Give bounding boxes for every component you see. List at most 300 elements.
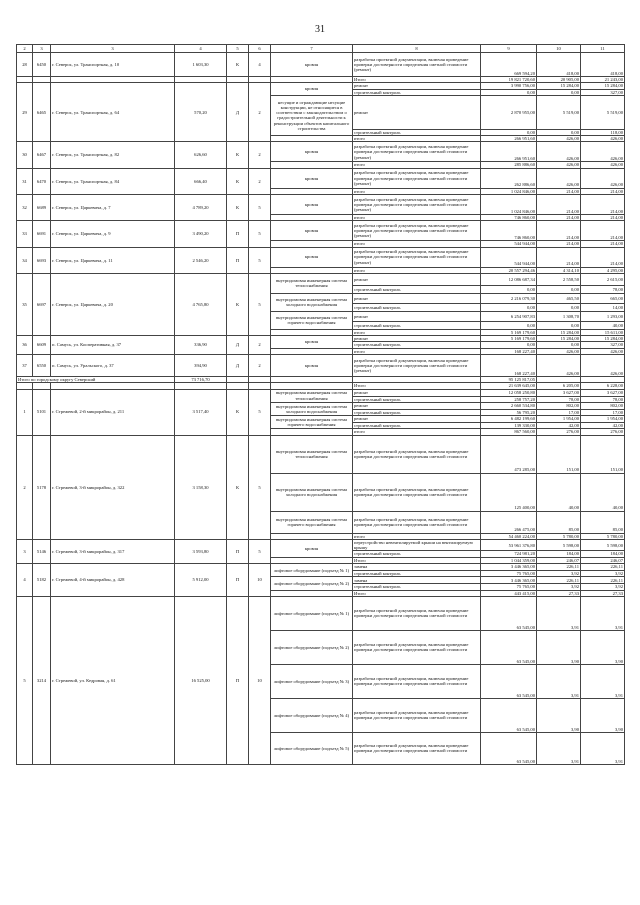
work-type: разработка проектной документации, включая проведение проверки достоверности определения сметной стоимости — [353, 732, 481, 764]
row-number: 28 — [17, 53, 33, 77]
row-number: 36 — [17, 336, 33, 355]
system: кровля — [271, 53, 353, 77]
table-row — [17, 596, 625, 630]
work-type: строительный контроль — [353, 321, 481, 329]
table-row — [17, 221, 625, 241]
unit-cost: 426,00 — [537, 354, 581, 376]
subtotal-label: итого — [353, 533, 481, 539]
max-unit-cost: 3,91 — [581, 596, 625, 630]
area: 336,90 — [175, 336, 227, 355]
type: Д — [227, 336, 249, 355]
unit-cost: 246,07 — [537, 557, 581, 563]
max-unit-cost: 151,00 — [581, 435, 625, 473]
unit-cost: 3,91 — [537, 732, 581, 764]
cost: 473 285,00 — [481, 435, 537, 473]
subtotal-label: Итого — [353, 590, 481, 596]
max-unit-cost: 6 228,00 — [581, 383, 625, 389]
max-unit-cost: 426,00 — [581, 142, 625, 162]
work-type: разработка проектной документации, включая проведение проверки достоверности определения сметной стоимости (ремонт) — [353, 194, 481, 214]
floors: 10 — [249, 564, 271, 597]
subtotal-label: итого — [353, 348, 481, 354]
max-unit-cost: 5 519,00 — [581, 95, 625, 129]
unit-cost: 20 905,00 — [537, 77, 581, 83]
max-unit-cost: 21 243,00 — [581, 77, 625, 83]
work-type: строительный контроль — [353, 551, 481, 557]
cost: 12 058 250,80 — [481, 389, 537, 396]
unit-cost: 0,00 — [537, 89, 581, 95]
cost: 669 594,20 — [481, 53, 537, 77]
table-row — [17, 564, 625, 571]
cost: 0,00 — [481, 129, 537, 135]
col-num: 5 — [227, 45, 249, 53]
floors: 2 — [249, 83, 271, 142]
cost: 63 545,00 — [481, 630, 537, 664]
floors: 5 — [249, 435, 271, 539]
table-row — [17, 539, 625, 551]
row-number: 1 — [17, 389, 33, 435]
cost: 63 545,00 — [481, 596, 537, 630]
page-number: 31 — [315, 24, 325, 35]
unit-cost: 0,00 — [537, 285, 581, 293]
cost: 266 475,00 — [481, 511, 537, 533]
row-number: 31 — [17, 168, 33, 194]
cost: 63 545,00 — [481, 698, 537, 732]
type: П — [227, 596, 249, 764]
cost: 0,00 — [481, 89, 537, 95]
max-unit-cost: 1 954,00 — [581, 416, 625, 423]
max-unit-cost: 5 598,00 — [581, 539, 625, 551]
floors: 2 — [249, 336, 271, 355]
cost: 285 886,60 — [481, 162, 537, 168]
type: П — [227, 539, 249, 563]
cost: 2 216 079,30 — [481, 293, 537, 303]
work-type: разработка проектной документации, включая проведение проверки достоверности определения сметной стоимости (ремонт) — [353, 221, 481, 241]
cost: 125 400,00 — [481, 473, 537, 511]
address: п. Самусь, ул. Уральского, д. 37 — [51, 354, 175, 376]
max-unit-cost: 3,91 — [581, 732, 625, 764]
col-num: 3 — [51, 45, 175, 53]
unit-cost: 3,92 — [537, 571, 581, 577]
table-row — [17, 354, 625, 376]
type: Д — [227, 83, 249, 142]
work-type: разработка проектной документации, включая проведение проверки достоверности определения сметной стоимости — [353, 435, 481, 473]
work-type: переустройство невентилируемой крыши на вентилируемую крышу — [353, 539, 481, 551]
subtotal-label: итого — [353, 267, 481, 273]
house-id: 6697 — [33, 273, 51, 335]
area: 5 912,00 — [175, 564, 227, 597]
work-type: строительный контроль — [353, 396, 481, 402]
unit-cost: 226,11 — [537, 564, 581, 571]
work-type: замена — [353, 564, 481, 571]
system: кровля — [271, 247, 353, 267]
unit-cost: 426,00 — [537, 168, 581, 188]
max-unit-cost: 276,00 — [581, 429, 625, 435]
max-unit-cost: 214,00 — [581, 194, 625, 214]
work-type: строительный контроль — [353, 571, 481, 577]
unit-cost: 0,00 — [537, 342, 581, 348]
cost: 5 169 179,60 — [481, 329, 537, 335]
unit-cost: 1 954,00 — [537, 416, 581, 423]
system: внутридомовая инженерная система горячего водоснабжения — [271, 311, 353, 329]
house-id: 6693 — [33, 247, 51, 273]
address: г. Северск, ул. Транспортная, д. 10 — [51, 53, 175, 77]
cost: 2 660 534,80 — [481, 402, 537, 409]
unit-cost: 3,91 — [537, 596, 581, 630]
work-type: разработка проектной документации, включая проведение проверки достоверности определения сметной стоимости (ремонт) — [353, 53, 481, 77]
address: г. Стрежевой, 4-й микрорайон, д. 428 — [51, 564, 175, 597]
work-type: строительный контроль — [353, 303, 481, 311]
max-unit-cost: 214,00 — [581, 221, 625, 241]
work-type: ремонт — [353, 293, 481, 303]
district-total-label: Итого по городскому округу Северский — [17, 376, 175, 382]
row-number: 32 — [17, 194, 33, 220]
house-id: 3214 — [33, 596, 51, 764]
unit-cost: 426,00 — [537, 136, 581, 142]
area: 16 525,00 — [175, 596, 227, 764]
floors: 5 — [249, 194, 271, 220]
type: К — [227, 273, 249, 335]
type: К — [227, 435, 249, 539]
cost: 0,00 — [481, 303, 537, 311]
floors: 2 — [249, 142, 271, 168]
type: К — [227, 194, 249, 220]
max-unit-cost: 184,00 — [581, 551, 625, 557]
cost: 56 795,20 — [481, 409, 537, 415]
cost: 19 821 720,60 — [481, 77, 537, 83]
unit-cost: 3,91 — [537, 664, 581, 698]
area: 626,60 — [175, 142, 227, 168]
capital-repair-table — [16, 44, 625, 765]
unit-cost: 1 308,70 — [537, 311, 581, 321]
cost: 258 757,20 — [481, 396, 537, 402]
address: г. Северск, ул. Царкевича, д. 11 — [51, 247, 175, 273]
cost: 21 639 645,00 — [481, 383, 537, 389]
max-unit-cost: 327,00 — [581, 89, 625, 95]
cost: 63 545,00 — [481, 664, 537, 698]
cost: 443 415,00 — [481, 590, 537, 596]
table-row — [17, 194, 625, 214]
row-number: 30 — [17, 142, 33, 168]
address: г. Стрежевой, 3-й микрорайон, д. 317 — [51, 539, 175, 563]
cost: 12 086 687,34 — [481, 273, 537, 285]
unit-cost: 5 598,00 — [537, 539, 581, 551]
max-unit-cost: 426,00 — [581, 168, 625, 188]
area: 3 593,80 — [175, 539, 227, 563]
max-unit-cost: 78,00 — [581, 285, 625, 293]
max-unit-cost: 802,00 — [581, 402, 625, 409]
address: г. Стрежевой, ул. Кедровая, д. 61 — [51, 596, 175, 764]
house-id: 6470 — [33, 168, 51, 194]
unit-cost: 40,00 — [537, 473, 581, 511]
subtotal-label: Итого — [353, 77, 481, 83]
floors: 5 — [249, 539, 271, 563]
work-type: разработка проектной документации, включая проведение проверки достоверности определения сметной стоимости — [353, 473, 481, 511]
work-type: ремонт — [353, 416, 481, 423]
system: лифтовое оборудование (подъезд № 2) — [271, 577, 353, 590]
cost: 262 886,60 — [481, 168, 537, 188]
area: 3 517,40 — [175, 389, 227, 435]
unit-cost: 802,00 — [537, 402, 581, 409]
unit-cost: 214,00 — [537, 247, 581, 267]
work-type: разработка проектной документации, включая проведение проверки достоверности определения сметной стоимости (ремонт) — [353, 247, 481, 267]
area: 666,40 — [175, 168, 227, 194]
col-num: 7 — [271, 45, 353, 53]
area: 4 789,20 — [175, 194, 227, 220]
cost: 95 125 817,05 — [481, 376, 537, 382]
col-num: 3 — [33, 45, 51, 53]
floors: 2 — [249, 354, 271, 376]
unit-cost: 3 627,00 — [537, 389, 581, 396]
cost: 5 169 179,60 — [481, 336, 537, 342]
max-unit-cost: 15 611,00 — [581, 329, 625, 335]
type: П — [227, 247, 249, 273]
unit-cost: 214,00 — [537, 194, 581, 214]
work-type: разработка проектной документации, включая проведение проверки достоверности определения сметной стоимости — [353, 664, 481, 698]
unit-cost: 27,33 — [537, 590, 581, 596]
house-id: 5101 — [33, 389, 51, 435]
col-num: 9 — [481, 45, 537, 53]
cost: 75 765,00 — [481, 571, 537, 577]
work-type: строительный контроль — [353, 423, 481, 429]
floors: 2 — [249, 168, 271, 194]
system: внутридомовая инженерная система холодного водоснабжения — [271, 402, 353, 415]
max-unit-cost: 426,00 — [581, 136, 625, 142]
system: кровля — [271, 336, 353, 349]
max-unit-cost: 426,00 — [581, 348, 625, 354]
system: лифтовое оборудование (подъезд № 2) — [271, 630, 353, 664]
row-number: 37 — [17, 354, 33, 376]
system: внутридомовая инженерная система горячего водоснабжения — [271, 416, 353, 429]
unit-cost: 15 284,00 — [537, 329, 581, 335]
area: 2 546,20 — [175, 247, 227, 273]
floors: 4 — [249, 53, 271, 77]
max-unit-cost: 226,11 — [581, 564, 625, 571]
unit-cost: 276,00 — [537, 429, 581, 435]
cost: 544 944,00 — [481, 247, 537, 267]
max-unit-cost: 15 284,00 — [581, 336, 625, 342]
house-id: 5178 — [33, 435, 51, 539]
type: К — [227, 389, 249, 435]
unit-cost: 418,00 — [537, 53, 581, 77]
system: внутридомовая инженерная система теплоснабжения — [271, 389, 353, 402]
cost: 0,00 — [481, 285, 537, 293]
subtotal-label: итого — [353, 162, 481, 168]
table-row — [17, 389, 625, 396]
work-type: разработка проектной документации, включая проведение проверки достоверности определения сметной стоимости — [353, 630, 481, 664]
unit-cost: 426,00 — [537, 348, 581, 354]
work-type: ремонт — [353, 402, 481, 409]
unit-cost: 0,00 — [537, 321, 581, 329]
cost: 2 870 955,00 — [481, 95, 537, 129]
work-type: ремонт — [353, 83, 481, 89]
unit-cost: 214,00 — [537, 221, 581, 241]
col-num: 8 — [353, 45, 481, 53]
cost: 266 951,60 — [481, 142, 537, 162]
max-unit-cost: 3,90 — [581, 698, 625, 732]
address: п. Самусь, ул. Кооперативная, д. 37 — [51, 336, 175, 355]
floors: 5 — [249, 273, 271, 335]
max-unit-cost: 27,33 — [581, 590, 625, 596]
cost: 3 990 756,00 — [481, 83, 537, 89]
cost: 266 951,60 — [481, 136, 537, 142]
address: г. Северск, ул. Царкевича, д. 7 — [51, 194, 175, 220]
table-row — [17, 247, 625, 267]
system: лифтовое оборудование (подъезд № 4) — [271, 698, 353, 732]
system: кровля — [271, 83, 353, 96]
max-unit-cost: 2 615,00 — [581, 273, 625, 285]
house-id: 6550 — [33, 354, 51, 376]
unit-cost: 85,00 — [537, 511, 581, 533]
max-unit-cost: 226,11 — [581, 577, 625, 584]
unit-cost: 78,00 — [537, 396, 581, 402]
row-number: 3 — [17, 539, 33, 563]
system: лифтовое оборудование (подъезд № 5) — [271, 732, 353, 764]
area: 73 716,70 — [175, 376, 227, 382]
floors: 5 — [249, 221, 271, 247]
unit-cost: 5 519,00 — [537, 95, 581, 129]
system: лифтовое оборудование (подъезд № 1) — [271, 596, 353, 630]
cost: 746 860,00 — [481, 214, 537, 220]
address: г. Стрежевой, 2-й микрорайон, д. 211 — [51, 389, 175, 435]
house-id: 5146 — [33, 539, 51, 563]
system: несущие и ограждающие несущие конструкции, не относящиеся в соответствии с законодательством о градостроительной деятельности к реконструкции объектов капитального строительства — [271, 95, 353, 135]
work-type: строительный контроль — [353, 342, 481, 348]
area: 3 490,20 — [175, 221, 227, 247]
house-id: 6450 — [33, 53, 51, 77]
system: внутридомовая инженерная система холодного водоснабжения — [271, 293, 353, 311]
system: лифтовое оборудование (подъезд № 3) — [271, 664, 353, 698]
unit-cost: 214,00 — [537, 188, 581, 194]
row-number: 34 — [17, 247, 33, 273]
cost: 6 254 907,83 — [481, 311, 537, 321]
max-unit-cost: 40,00 — [581, 321, 625, 329]
subtotal-label: итого — [353, 188, 481, 194]
house-id: 6609 — [33, 336, 51, 355]
address: г. Северск, ул. Царкевича, д. 9 — [51, 221, 175, 247]
max-unit-cost: 426,00 — [581, 354, 625, 376]
max-unit-cost: 246,07 — [581, 557, 625, 563]
work-type: строительный контроль — [353, 129, 481, 135]
house-id: 6691 — [33, 221, 51, 247]
system: кровля — [271, 194, 353, 214]
house-id: 5182 — [33, 564, 51, 597]
work-type: разработка проектной документации, включая проведение проверки достоверности определения сметной стоимости (ремонт) — [353, 168, 481, 188]
work-type: разработка проектной документации, включая проведение проверки достоверности определения сметной стоимости (ремонт) — [353, 142, 481, 162]
work-type: ремонт — [353, 389, 481, 396]
unit-cost: 3,90 — [537, 698, 581, 732]
work-type: разработка проектной документации, включая проведение проверки достоверности определения сметной стоимости — [353, 511, 481, 533]
type: П — [227, 221, 249, 247]
max-unit-cost: 3,91 — [581, 664, 625, 698]
row-number: 4 — [17, 564, 33, 597]
work-type: ремонт — [353, 273, 481, 285]
table-row — [17, 336, 625, 342]
system: внутридомовая инженерная система горячего водоснабжения — [271, 511, 353, 533]
cost: 139 330,00 — [481, 423, 537, 429]
row-number: 2 — [17, 435, 33, 539]
subtotal-label: Итого — [353, 557, 481, 563]
max-unit-cost: 665,00 — [581, 293, 625, 303]
subtotal-label: итого — [353, 214, 481, 220]
max-unit-cost: 1 293,00 — [581, 311, 625, 321]
work-type: разработка проектной документации, включая проведение проверки достоверности определения сметной стоимости — [353, 698, 481, 732]
address: г. Северск, ул. Транспортная, д. 64 — [51, 83, 175, 142]
table-row — [17, 142, 625, 162]
subtotal-label: итого — [353, 329, 481, 335]
max-unit-cost: 214,00 — [581, 214, 625, 220]
cost: 1 044 359,00 — [481, 557, 537, 563]
cost: 20 557 294,46 — [481, 267, 537, 273]
unit-cost: 226,11 — [537, 577, 581, 584]
cost: 54 460 224,00 — [481, 533, 537, 539]
cost: 1 024 846,00 — [481, 194, 537, 214]
cost: 0,00 — [481, 321, 537, 329]
type: К — [227, 142, 249, 168]
work-type: ремонт — [353, 95, 481, 129]
cost: 867 560,00 — [481, 429, 537, 435]
cost: 53 961 376,80 — [481, 539, 537, 551]
work-type: строительный контроль — [353, 409, 481, 415]
max-unit-cost: 3,92 — [581, 571, 625, 577]
col-num: 4 — [175, 45, 227, 53]
address: г. Северск, ул. Транспортная, д. 84 — [51, 168, 175, 194]
max-unit-cost: 17,00 — [581, 409, 625, 415]
cost: 746 860,00 — [481, 221, 537, 241]
max-unit-cost: 3 627,00 — [581, 389, 625, 396]
work-type: ремонт — [353, 311, 481, 321]
system: внутридомовая инженерная система теплоснабжения — [271, 273, 353, 293]
max-unit-cost: 426,00 — [581, 162, 625, 168]
system: кровля — [271, 221, 353, 241]
cost: 168 227,40 — [481, 354, 537, 376]
unit-cost: 3,92 — [537, 584, 581, 590]
area: 394,90 — [175, 354, 227, 376]
work-type: строительный контроль — [353, 584, 481, 590]
address: г. Стрежевой, 3-й микрорайон, д. 322 — [51, 435, 175, 539]
table-row — [17, 168, 625, 188]
unit-cost: 184,00 — [537, 551, 581, 557]
unit-cost: 0,00 — [537, 129, 581, 135]
system: кровля — [271, 142, 353, 162]
table-row — [17, 273, 625, 285]
work-type: ремонт — [353, 336, 481, 342]
col-num: 6 — [249, 45, 271, 53]
max-unit-cost: 3,92 — [581, 584, 625, 590]
col-num: 2 — [17, 45, 33, 53]
unit-cost: 42,00 — [537, 423, 581, 429]
max-unit-cost: 78,00 — [581, 396, 625, 402]
row-number: 33 — [17, 221, 33, 247]
unit-cost: 214,00 — [537, 241, 581, 247]
type: П — [227, 564, 249, 597]
work-type: замена — [353, 577, 481, 584]
cost: 544 944,00 — [481, 241, 537, 247]
system: кровля — [271, 539, 353, 557]
floors: 10 — [249, 596, 271, 764]
unit-cost: 426,00 — [537, 142, 581, 162]
house-id: 6467 — [33, 142, 51, 168]
table-row — [17, 53, 625, 77]
unit-cost: 15 284,00 — [537, 336, 581, 342]
system: лифтовое оборудование (подъезд № 1) — [271, 564, 353, 577]
max-unit-cost: 214,00 — [581, 241, 625, 247]
max-unit-cost: 40,00 — [581, 473, 625, 511]
max-unit-cost: 418,00 — [581, 53, 625, 77]
area: 4 765,80 — [175, 273, 227, 335]
type: К — [227, 53, 249, 77]
unit-cost: 426,00 — [537, 162, 581, 168]
max-unit-cost: 214,00 — [581, 247, 625, 267]
